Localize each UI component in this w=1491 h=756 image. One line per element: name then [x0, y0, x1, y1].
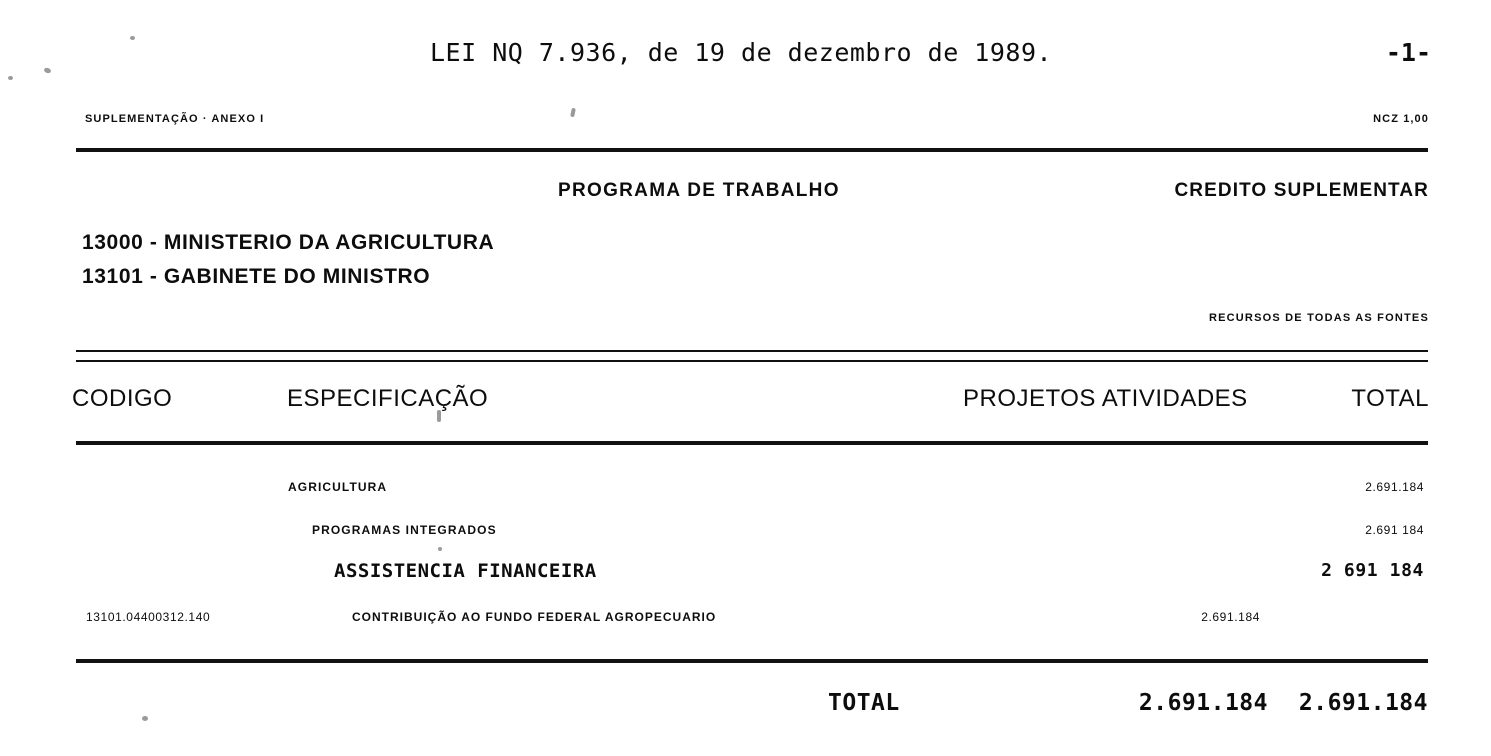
- column-header-codigo: CODIGO: [72, 385, 173, 412]
- table-total-row: [76, 690, 1428, 730]
- cell-total: 2.691.184: [1365, 480, 1424, 494]
- header-divider: [76, 148, 1428, 152]
- page-number: -1-: [1385, 38, 1431, 67]
- cell-especificacao: PROGRAMAS INTEGRADOS: [312, 523, 497, 537]
- cell-codigo: 13101.04400312.140: [86, 610, 211, 624]
- table-body-divider: [76, 659, 1428, 663]
- table-row: [76, 560, 1428, 586]
- program-caption: PROGRAMA DE TRABALHO: [558, 180, 840, 201]
- table-top-divider-upper: [76, 350, 1428, 352]
- table-row: [76, 610, 1428, 636]
- total-row-label: TOTAL: [828, 690, 900, 716]
- document-header: [0, 20, 1491, 67]
- law-title: LEI NQ 7.936, de 19 de dezembro de 1989.: [430, 38, 1053, 67]
- cell-especificacao: AGRICULTURA: [288, 480, 388, 494]
- supplement-label: SUPLEMENTAÇÃO · ANEXO I: [85, 113, 265, 125]
- credit-caption: CREDITO SUPLEMENTAR: [1174, 180, 1429, 201]
- scan-speckle: [570, 108, 576, 118]
- cell-especificacao: ASSISTENCIA FINANCEIRA: [334, 560, 597, 582]
- organization-ministry: 13000 - MINISTERIO DA AGRICULTURA: [82, 231, 495, 254]
- currency-unit-label: NCZ 1,00: [1373, 113, 1429, 125]
- table-row: [76, 523, 1428, 549]
- column-header-total: TOTAL: [1351, 385, 1429, 412]
- organization-unit: 13101 - GABINETE DO MINISTRO: [82, 265, 431, 288]
- column-header-especificacao: ESPECIFICAÇÃO: [287, 385, 489, 412]
- table-header-divider: [76, 441, 1428, 445]
- cell-especificacao: CONTRIBUIÇÃO AO FUNDO FEDERAL AGROPECUARIO: [352, 610, 717, 624]
- sources-note: RECURSOS DE TODAS AS FONTES: [1208, 312, 1429, 324]
- cell-total: 2 691 184: [1321, 560, 1424, 581]
- cell-total: 2.691 184: [1365, 523, 1424, 537]
- table-top-divider-lower: [76, 360, 1428, 362]
- scan-speckle: [43, 67, 51, 74]
- scan-speckle: [8, 76, 13, 80]
- total-row-projetos-atividades: 2.691.184: [1138, 690, 1268, 716]
- column-header-projetos-atividades: PROJETOS ATIVIDADES: [963, 385, 1248, 412]
- total-row-total: 2.691.184: [1298, 690, 1428, 716]
- cell-projetos-atividades: 2.691.184: [1201, 610, 1260, 624]
- table-row: [76, 480, 1428, 506]
